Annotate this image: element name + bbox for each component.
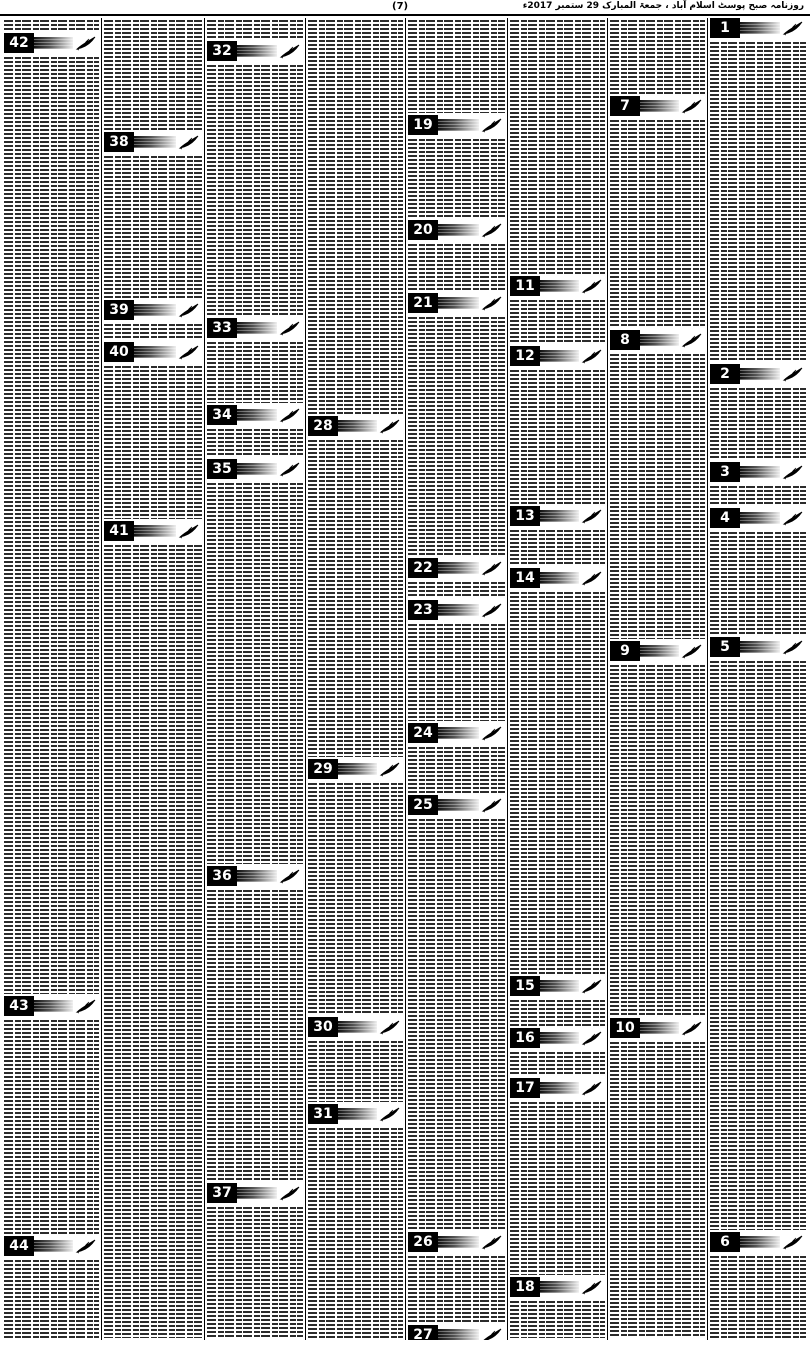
- question-answer-text: [610, 354, 705, 639]
- question-answer-text: [510, 370, 605, 504]
- leaf-sprig-icon: [379, 1019, 401, 1035]
- question-header: [710, 18, 806, 38]
- question-header: [4, 996, 99, 1016]
- question-answer-text: [408, 747, 505, 793]
- question-number: 28: [308, 416, 338, 436]
- leaf-sprig-icon: [481, 602, 503, 618]
- question-answer-text: [510, 1301, 605, 1338]
- column-divider: [405, 18, 406, 1340]
- question-answer-text: [207, 65, 303, 316]
- question-header: [510, 1277, 605, 1297]
- question-header: [207, 866, 303, 886]
- question-header: [207, 41, 303, 61]
- text-column: [2, 18, 101, 1340]
- question-number: 16: [510, 1028, 540, 1048]
- leaf-sprig-icon: [681, 1020, 703, 1036]
- question-answer-text: [207, 483, 303, 864]
- question-header: [408, 115, 505, 135]
- question-header-bar: [237, 870, 277, 882]
- question-answer-text: [4, 1260, 99, 1338]
- question-header: [207, 459, 303, 479]
- question-header-bar: [34, 37, 73, 49]
- leaf-sprig-icon: [279, 320, 301, 336]
- question-number: 42: [4, 33, 34, 53]
- question-number: 34: [207, 405, 237, 425]
- question-header-bar: [540, 1082, 579, 1094]
- leaf-sprig-icon: [481, 725, 503, 741]
- question-answer-text: [104, 20, 202, 130]
- question-number: 27: [408, 1325, 438, 1340]
- question-number: 38: [104, 132, 134, 152]
- question-answer-text: [308, 440, 403, 757]
- question-answer-text: [308, 1041, 403, 1102]
- question-number: 24: [408, 723, 438, 743]
- question-number: 41: [104, 521, 134, 541]
- question-answer-text: [4, 20, 99, 31]
- question-answer-text: [308, 783, 403, 1015]
- question-header-bar: [134, 525, 176, 537]
- leaf-sprig-icon: [782, 366, 804, 382]
- question-header: [207, 318, 303, 338]
- masthead: روزنامہ صبح پوسٹ اسلام آباد ، جمعۃ المبارک 29 ستمبر 2017ء: [522, 1, 804, 11]
- leaf-sprig-icon: [581, 570, 603, 586]
- question-header-bar: [237, 322, 277, 334]
- question-answer-text: [104, 324, 202, 340]
- text-column: [406, 18, 507, 1340]
- question-header-bar: [338, 763, 377, 775]
- leaf-sprig-icon: [782, 20, 804, 36]
- text-column: [306, 18, 405, 1340]
- question-answer-text: [408, 1256, 505, 1323]
- question-header-bar: [438, 562, 479, 574]
- question-number: 20: [408, 220, 438, 240]
- question-number: 29: [308, 759, 338, 779]
- question-answer-text: [610, 120, 705, 328]
- question-number: 44: [4, 1236, 34, 1256]
- question-header: [308, 759, 403, 779]
- question-answer-text: [710, 486, 806, 506]
- question-answer-text: [408, 582, 505, 598]
- question-number: 6: [710, 1232, 740, 1252]
- question-answer-text: [710, 42, 806, 362]
- question-number: 8: [610, 330, 640, 350]
- leaf-sprig-icon: [581, 1080, 603, 1096]
- leaf-sprig-icon: [581, 1030, 603, 1046]
- question-answer-text: [510, 20, 605, 274]
- leaf-sprig-icon: [581, 1279, 603, 1295]
- question-header-bar: [134, 304, 176, 316]
- question-header: [104, 132, 202, 152]
- question-number: 1: [710, 18, 740, 38]
- leaf-sprig-icon: [782, 639, 804, 655]
- question-number: 17: [510, 1078, 540, 1098]
- question-header: [510, 276, 605, 296]
- question-header-bar: [640, 1022, 679, 1034]
- question-header-bar: [640, 334, 679, 346]
- column-divider: [101, 18, 102, 1340]
- leaf-sprig-icon: [782, 464, 804, 480]
- question-number: 2: [710, 364, 740, 384]
- question-number: 10: [610, 1018, 640, 1038]
- question-number: 33: [207, 318, 237, 338]
- question-answer-text: [207, 1207, 303, 1338]
- question-number: 21: [408, 293, 438, 313]
- question-header: [308, 1104, 403, 1124]
- question-number: 40: [104, 342, 134, 362]
- column-divider: [507, 18, 508, 1340]
- question-header-bar: [640, 100, 679, 112]
- question-answer-text: [104, 545, 202, 1338]
- question-header: [510, 506, 605, 526]
- question-header-bar: [338, 1021, 377, 1033]
- question-header-bar: [338, 420, 377, 432]
- text-column: [508, 18, 607, 1340]
- question-header-bar: [134, 136, 176, 148]
- leaf-sprig-icon: [279, 407, 301, 423]
- column-divider: [607, 18, 608, 1340]
- leaf-sprig-icon: [681, 332, 703, 348]
- leaf-sprig-icon: [581, 508, 603, 524]
- question-header: [207, 1183, 303, 1203]
- leaf-sprig-icon: [178, 302, 200, 318]
- question-header-bar: [540, 350, 579, 362]
- question-header-bar: [438, 604, 479, 616]
- leaf-sprig-icon: [178, 523, 200, 539]
- question-number: 9: [610, 641, 640, 661]
- question-header-bar: [640, 645, 679, 657]
- question-number: 13: [510, 506, 540, 526]
- question-number: 12: [510, 346, 540, 366]
- question-number: 43: [4, 996, 34, 1016]
- question-answer-text: [207, 429, 303, 457]
- question-answer-text: [710, 1256, 806, 1338]
- question-header-bar: [438, 1329, 479, 1340]
- question-number: 32: [207, 41, 237, 61]
- question-header: [710, 462, 806, 482]
- question-header-bar: [338, 1108, 377, 1120]
- leaf-sprig-icon: [581, 278, 603, 294]
- question-header: [408, 220, 505, 240]
- question-header: [610, 330, 705, 350]
- question-header-bar: [438, 297, 479, 309]
- question-header-bar: [34, 1240, 73, 1252]
- leaf-sprig-icon: [481, 222, 503, 238]
- question-answer-text: [510, 1000, 605, 1026]
- question-header-bar: [237, 409, 277, 421]
- question-number: 36: [207, 866, 237, 886]
- question-answer-text: [610, 1042, 705, 1338]
- question-header-bar: [438, 119, 479, 131]
- question-number: 35: [207, 459, 237, 479]
- question-answer-text: [4, 1020, 99, 1234]
- leaf-sprig-icon: [782, 1234, 804, 1250]
- leaf-sprig-icon: [178, 134, 200, 150]
- question-answer-text: [207, 342, 303, 403]
- question-header: [510, 976, 605, 996]
- question-number: 3: [710, 462, 740, 482]
- leaf-sprig-icon: [379, 761, 401, 777]
- page-number: (7): [392, 1, 409, 12]
- question-header: [408, 723, 505, 743]
- question-answer-text: [207, 890, 303, 1181]
- question-header-bar: [740, 1236, 780, 1248]
- question-number: 7: [610, 96, 640, 116]
- leaf-sprig-icon: [681, 98, 703, 114]
- question-answer-text: [510, 592, 605, 974]
- column-divider: [305, 18, 306, 1340]
- question-header-bar: [740, 512, 780, 524]
- question-header: [510, 1078, 605, 1098]
- leaf-sprig-icon: [178, 344, 200, 360]
- question-answer-text: [710, 532, 806, 635]
- question-header-bar: [740, 466, 780, 478]
- question-answer-text: [308, 20, 403, 414]
- leaf-sprig-icon: [75, 35, 97, 51]
- question-answer-text: [510, 1102, 605, 1275]
- question-header-bar: [438, 1236, 479, 1248]
- question-number: 5: [710, 637, 740, 657]
- leaf-sprig-icon: [481, 117, 503, 133]
- question-number: 4: [710, 508, 740, 528]
- question-answer-text: [610, 20, 705, 94]
- question-header-bar: [438, 727, 479, 739]
- question-number: 14: [510, 568, 540, 588]
- question-header: [710, 637, 806, 657]
- leaf-sprig-icon: [782, 510, 804, 526]
- question-header: [710, 364, 806, 384]
- question-answer-text: [710, 661, 806, 1230]
- question-header-bar: [740, 641, 780, 653]
- question-number: 23: [408, 600, 438, 620]
- question-header: [510, 1028, 605, 1048]
- leaf-sprig-icon: [581, 978, 603, 994]
- leaf-sprig-icon: [279, 43, 301, 59]
- question-answer-text: [308, 1128, 403, 1338]
- question-answer-text: [408, 139, 505, 218]
- question-header: [510, 568, 605, 588]
- leaf-sprig-icon: [481, 797, 503, 813]
- question-header: [610, 1018, 705, 1038]
- question-header: [308, 1017, 403, 1037]
- question-number: 15: [510, 976, 540, 996]
- question-header: [104, 342, 202, 362]
- question-header-bar: [134, 346, 176, 358]
- leaf-sprig-icon: [681, 643, 703, 659]
- question-header-bar: [540, 572, 579, 584]
- leaf-sprig-icon: [75, 998, 97, 1014]
- text-column: [608, 18, 707, 1340]
- column-divider: [204, 18, 205, 1340]
- question-answer-text: [4, 57, 99, 994]
- column-divider: [707, 18, 708, 1340]
- question-header: [408, 795, 505, 815]
- question-header: [408, 558, 505, 578]
- leaf-sprig-icon: [279, 868, 301, 884]
- leaf-sprig-icon: [581, 348, 603, 364]
- text-column: [205, 18, 305, 1340]
- question-number: 30: [308, 1017, 338, 1037]
- question-answer-text: [207, 20, 303, 39]
- question-answer-text: [510, 530, 605, 566]
- question-header-bar: [540, 980, 579, 992]
- question-header-bar: [438, 224, 479, 236]
- question-header-bar: [540, 510, 579, 522]
- question-header: [4, 33, 99, 53]
- question-number: 37: [207, 1183, 237, 1203]
- question-header: [610, 641, 705, 661]
- question-number: 22: [408, 558, 438, 578]
- leaf-sprig-icon: [481, 1327, 503, 1340]
- page-header: [0, 0, 810, 16]
- question-answer-text: [510, 1052, 605, 1076]
- question-answer-text: [408, 624, 505, 721]
- question-header: [207, 405, 303, 425]
- leaf-sprig-icon: [481, 1234, 503, 1250]
- question-header: [408, 293, 505, 313]
- question-header: [408, 1232, 505, 1252]
- leaf-sprig-icon: [481, 560, 503, 576]
- question-header-bar: [540, 280, 579, 292]
- question-number: 18: [510, 1277, 540, 1297]
- question-header: [104, 300, 202, 320]
- leaf-sprig-icon: [279, 461, 301, 477]
- question-answer-text: [408, 317, 505, 556]
- leaf-sprig-icon: [481, 295, 503, 311]
- question-header: [104, 521, 202, 541]
- question-number: 11: [510, 276, 540, 296]
- question-answer-text: [104, 366, 202, 519]
- question-header: [308, 416, 403, 436]
- question-answer-text: [408, 244, 505, 291]
- question-header-bar: [540, 1032, 579, 1044]
- leaf-sprig-icon: [279, 1185, 301, 1201]
- question-answer-text: [610, 665, 705, 1016]
- question-answer-text: [408, 819, 505, 1230]
- question-header-bar: [237, 1187, 277, 1199]
- question-answer-text: [104, 156, 202, 298]
- question-header-bar: [34, 1000, 73, 1012]
- question-header: [510, 346, 605, 366]
- question-number: 26: [408, 1232, 438, 1252]
- text-column: [102, 18, 204, 1340]
- question-header: [408, 1325, 505, 1340]
- leaf-sprig-icon: [75, 1238, 97, 1254]
- question-answer-text: [510, 300, 605, 344]
- question-header: [408, 600, 505, 620]
- question-header-bar: [740, 368, 780, 380]
- question-answer-text: [710, 388, 806, 460]
- question-header: [710, 1232, 806, 1252]
- question-header-bar: [540, 1281, 579, 1293]
- question-header: [710, 508, 806, 528]
- question-number: 39: [104, 300, 134, 320]
- text-column: [708, 18, 808, 1340]
- question-answer-text: [408, 20, 505, 113]
- leaf-sprig-icon: [379, 418, 401, 434]
- question-header-bar: [740, 22, 780, 34]
- question-header-bar: [237, 463, 277, 475]
- question-header-bar: [438, 799, 479, 811]
- leaf-sprig-icon: [379, 1106, 401, 1122]
- question-number: 31: [308, 1104, 338, 1124]
- question-header: [610, 96, 705, 116]
- question-header: [4, 1236, 99, 1256]
- question-number: 19: [408, 115, 438, 135]
- question-number: 25: [408, 795, 438, 815]
- question-header-bar: [237, 45, 277, 57]
